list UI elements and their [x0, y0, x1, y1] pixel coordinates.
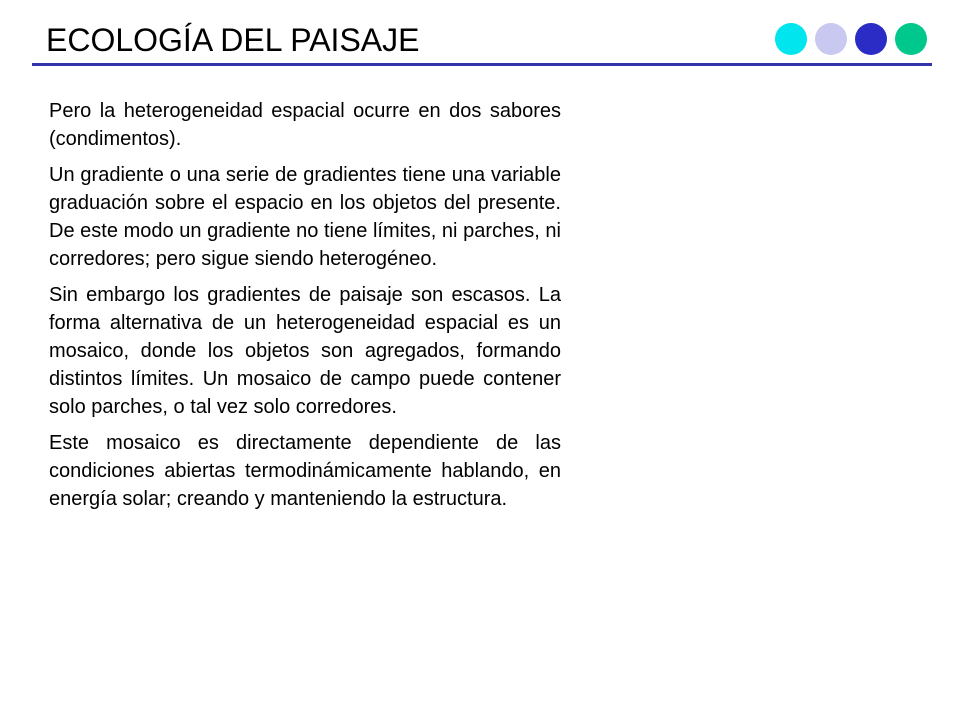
paragraph-energy: Este mosaico es directamente dependiente de las condiciones abiertas termodinámicamente hablando, en energía solar; creando y manteniendo la estructura.: [49, 432, 561, 510]
decorative-dots: [775, 23, 927, 55]
slide-body: [49, 97, 561, 521]
decorative-dot-blue: [855, 23, 887, 55]
decorative-dot-lavender: [815, 23, 847, 55]
paragraph-mosaic: Sin embargo los gradientes de paisaje son escasos. La forma alternativa de un heterogeneidad espacial es un mosaico, donde los objetos son agregados, formando distintos límites. Un mosaico de campo puede contener solo parches, o tal vez solo corredores.: [49, 284, 561, 418]
decorative-dot-cyan: [775, 23, 807, 55]
paragraph-gradient: Un gradiente o una serie de gradientes tiene una variable graduación sobre el espacio en los objetos del presente. De este modo un gradiente no tiene límites, ni parches, ni corredores; pero sigue siendo heterogéneo.: [49, 164, 561, 270]
paragraph-intro: Pero la heterogeneidad espacial ocurre en dos sabores (condimentos).: [49, 100, 561, 150]
decorative-dot-green: [895, 23, 927, 55]
slide-title: ECOLOGÍA DEL PAISAJE: [46, 22, 420, 58]
title-divider: [32, 63, 932, 66]
